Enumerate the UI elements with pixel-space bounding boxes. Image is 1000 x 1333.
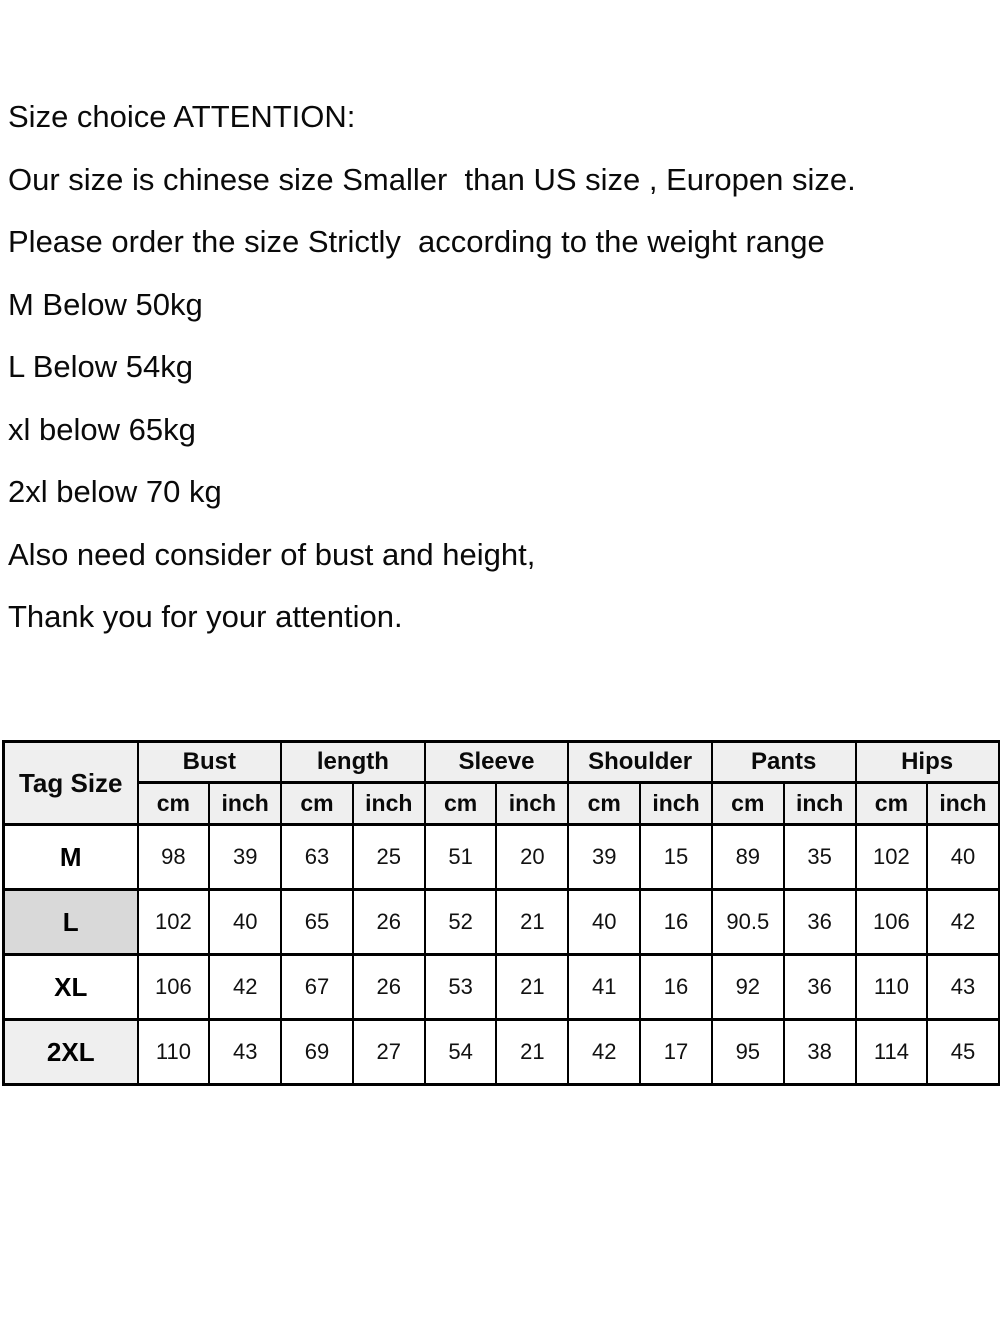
unit-header-shoulder-inch: inch [640,783,712,825]
cell-2xl-hips-cm: 114 [856,1020,928,1085]
note-line-thanks: Thank you for your attention. [8,599,403,634]
note-line-attention: Size choice ATTENTION: [8,99,356,134]
cell-m-bust-inch: 39 [209,825,281,890]
row-tag-xl: XL [4,955,138,1020]
cell-m-bust-cm: 98 [138,825,210,890]
cell-xl-hips-inch: 43 [927,955,999,1020]
row-tag-l: L [4,890,138,955]
cell-xl-sleeve-cm: 53 [425,955,497,1020]
unit-header-bust-inch: inch [209,783,281,825]
cell-m-pants-cm: 89 [712,825,784,890]
cell-xl-hips-cm: 110 [856,955,928,1020]
cell-2xl-sleeve-inch: 21 [496,1020,568,1085]
unit-header-pants-cm: cm [712,783,784,825]
cell-2xl-length-cm: 69 [281,1020,353,1085]
measure-group-header-row [4,742,1000,783]
note-line-xl-weight: xl below 65kg [8,411,196,447]
unit-header-shoulder-cm: cm [568,783,640,825]
cell-xl-bust-inch: 42 [209,955,281,1020]
cell-m-hips-inch: 40 [927,825,999,890]
cell-xl-shoulder-cm: 41 [568,955,640,1020]
cell-xl-length-inch: 26 [353,955,425,1020]
col-group-sleeve: Sleeve [425,742,569,783]
col-group-pants: Pants [712,742,856,783]
row-tag-2xl: 2XL [4,1020,138,1085]
note-line-l-weight: L Below 54kg [8,349,193,384]
cell-m-shoulder-inch: 15 [640,825,712,890]
cell-xl-sleeve-inch: 21 [496,955,568,1020]
col-group-hips: Hips [856,742,1000,783]
cell-m-pants-inch: 35 [784,825,856,890]
cell-2xl-sleeve-cm: 54 [425,1020,497,1085]
cell-m-sleeve-inch: 20 [496,825,568,890]
cell-l-shoulder-inch: 16 [640,890,712,955]
unit-header-bust-cm: cm [138,783,210,825]
cell-l-length-inch: 26 [353,890,425,955]
unit-header-length-inch: inch [353,783,425,825]
cell-2xl-length-inch: 27 [353,1020,425,1085]
cell-l-length-cm: 65 [281,890,353,955]
cell-l-hips-cm: 106 [856,890,928,955]
cell-m-sleeve-cm: 51 [425,825,497,890]
cell-xl-pants-cm: 92 [712,955,784,1020]
unit-header-length-cm: cm [281,783,353,825]
row-tag-m: M [4,825,138,890]
unit-header-hips-cm: cm [856,783,928,825]
unit-header-pants-inch: inch [784,783,856,825]
unit-header-row [4,783,1000,825]
table-row-l [4,890,1000,955]
table-row-xl [4,955,1000,1020]
cell-2xl-hips-inch: 45 [927,1020,999,1085]
cell-l-shoulder-cm: 40 [568,890,640,955]
cell-m-shoulder-cm: 39 [568,825,640,890]
col-group-length: length [281,742,425,783]
cell-l-hips-inch: 42 [927,890,999,955]
cell-l-sleeve-cm: 52 [425,890,497,955]
cell-m-hips-cm: 102 [856,825,928,890]
cell-xl-bust-cm: 106 [138,955,210,1020]
table-row-2xl [4,1020,1000,1085]
unit-header-sleeve-inch: inch [496,783,568,825]
unit-header-sleeve-cm: cm [425,783,497,825]
cell-2xl-pants-cm: 95 [712,1020,784,1085]
tag-size-header: Tag Size [4,742,138,825]
note-line-m-weight: M Below 50kg [8,286,203,322]
unit-header-hips-inch: inch [927,783,999,825]
size-chart-table [2,740,1000,1086]
cell-l-sleeve-inch: 21 [496,890,568,955]
cell-2xl-shoulder-inch: 17 [640,1020,712,1085]
col-group-bust: Bust [138,742,282,783]
cell-l-bust-cm: 102 [138,890,210,955]
note-line-bust-height: Also need consider of bust and height, [8,536,536,572]
note-line-2xl-weight: 2xl below 70 kg [8,474,222,509]
cell-m-length-cm: 63 [281,825,353,890]
col-group-shoulder: Shoulder [568,742,712,783]
size-notes [8,86,1000,649]
cell-2xl-shoulder-cm: 42 [568,1020,640,1085]
cell-m-length-inch: 25 [353,825,425,890]
cell-l-pants-inch: 36 [784,890,856,955]
cell-xl-shoulder-inch: 16 [640,955,712,1020]
cell-xl-length-cm: 67 [281,955,353,1020]
note-line-chinese-size: Our size is chinese size Smaller than US size , Europen size. [8,161,856,197]
table-row-m [4,825,1000,890]
note-line-order-strictly: Please order the size Strictly according to the weight range [8,224,825,259]
cell-l-bust-inch: 40 [209,890,281,955]
cell-2xl-pants-inch: 38 [784,1020,856,1085]
cell-2xl-bust-cm: 110 [138,1020,210,1085]
cell-2xl-bust-inch: 43 [209,1020,281,1085]
cell-xl-pants-inch: 36 [784,955,856,1020]
cell-l-pants-cm: 90.5 [712,890,784,955]
